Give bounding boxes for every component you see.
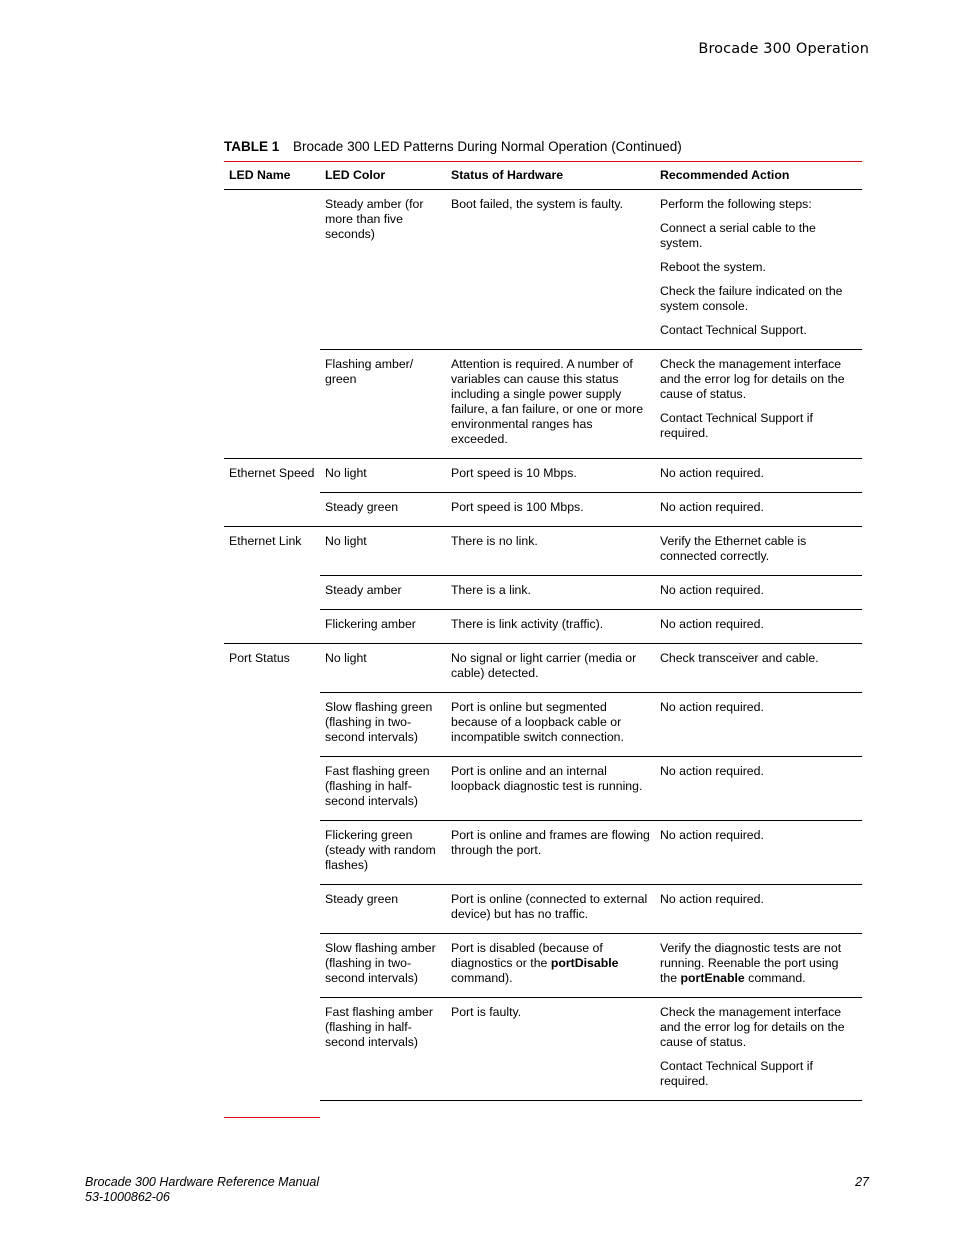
table-row [224,934,862,998]
action-cell: No action required. [655,693,862,757]
status-cell: Port is online and frames are flowing through the port. [446,821,655,885]
led-color-cell: No light [320,459,446,493]
action-cell [655,190,862,350]
action-cell [655,350,862,459]
table-caption [224,139,682,154]
status-cell: Attention is required. A number of variables can cause this status including a single power supply failure, a fan failure, or one or more environmental ranges has exceeded. [446,350,655,459]
action-cell [655,934,862,998]
led-name-cell [224,998,320,1101]
led-name-cell: Port Status [224,644,320,693]
footer [85,1175,319,1205]
table-row [224,757,862,821]
led-color-cell: Steady amber (for more than five seconds) [325,197,424,241]
table-row [224,190,862,350]
led-color-cell: Flickering amber [320,610,446,644]
led-color-cell: Fast flashing amber (flashing in half-second intervals) [320,998,446,1101]
header-status: Status of Hardware [446,162,655,190]
led-color-cell: Flickering green (steady with random flashes) [320,821,446,885]
status-cell [446,934,655,998]
led-name-cell [224,885,320,934]
action-cell: No action required. [655,576,862,610]
status-cell: There is a link. [446,576,655,610]
table-number: TABLE 1 [224,139,280,154]
command-name: portDisable [550,956,619,970]
table-end-rule [224,1117,320,1118]
status-text: Port is disabled (because of diagnostics or the [451,941,603,970]
action-text: Verify the diagnostic tests are not running. Reenable the port using the [660,941,842,985]
led-table [224,162,862,1101]
table-row [224,350,862,459]
led-name-cell [224,576,320,610]
table-row [224,459,862,493]
action-line: Connect a serial cable to the system. [660,221,816,250]
status-cell: Port is online (connected to external device) but has no traffic. [446,885,655,934]
action-line: Contact Technical Support if required. [660,1059,813,1088]
document-number: 53-1000862-06 [85,1190,170,1204]
action-line: Check the management interface and the error log for details on the cause of status. [660,357,845,401]
led-name-cell [224,821,320,885]
action-line: Check the management interface and the error log for details on the cause of status. [660,1005,845,1049]
led-name-cell: Ethernet Speed [224,459,320,493]
table-row [224,610,862,644]
led-color-cell: Slow flashing green (flashing in two-second intervals) [320,693,446,757]
status-cell: Port is online and an internal loopback diagnostic test is running. [446,757,655,821]
action-cell: No action required. [655,821,862,885]
table-row [224,821,862,885]
led-color-cell: No light [320,644,446,693]
status-cell: There is link activity (traffic). [446,610,655,644]
header-led-name: LED Name [224,162,320,190]
running-header: Brocade 300 Operation [698,41,869,57]
led-color-cell: No light [320,527,446,576]
led-color-cell: Steady green [320,493,446,527]
command-name: portEnable [680,971,745,985]
header-action: Recommended Action [655,162,862,190]
action-cell: No action required. [655,885,862,934]
status-cell: Port is online but segmented because of a loopback cable or incompatible switch connection. [446,693,655,757]
led-color-cell: Fast flashing green (flashing in half-second intervals) [320,757,446,821]
manual-title: Brocade 300 Hardware Reference Manual [85,1175,320,1189]
status-cell: Port speed is 100 Mbps. [446,493,655,527]
table-row [224,576,862,610]
header-led-color: LED Color [320,162,446,190]
status-text: command). [451,971,513,985]
action-line: Contact Technical Support if required. [660,411,813,440]
led-name-cell [224,610,320,644]
led-name-cell [224,350,320,459]
action-cell: No action required. [655,459,862,493]
led-name-cell: Ethernet Link [224,527,320,576]
led-name-cell [224,693,320,757]
page-number: 27 [855,1175,869,1189]
status-cell: No signal or light carrier (media or cable) detected. [446,644,655,693]
action-cell: No action required. [655,610,862,644]
table-row [224,527,862,576]
table-row [224,644,862,693]
status-cell: Port speed is 10 Mbps. [446,459,655,493]
table-row [224,998,862,1101]
led-name-cell [224,493,320,527]
action-cell: Check transceiver and cable. [655,644,862,693]
action-line: Contact Technical Support. [660,323,807,337]
led-color-cell: Steady green [320,885,446,934]
led-color-cell: Slow flashing amber (flashing in two-second intervals) [320,934,446,998]
table-row [224,885,862,934]
action-line: Check the failure indicated on the system console. [660,284,843,313]
action-cell: No action required. [655,757,862,821]
status-cell: There is no link. [446,527,655,576]
led-color-cell: Flashing amber/ green [320,350,446,459]
status-cell: Port is faulty. [446,998,655,1101]
table-row [224,493,862,527]
led-color-cell: Steady amber [320,576,446,610]
table-header-row [224,162,862,190]
action-cell: No action required. [655,493,862,527]
led-name-cell [224,190,320,350]
action-cell: Verify the Ethernet cable is connected correctly. [655,527,862,576]
action-line: Perform the following steps: [660,197,812,211]
table-row [224,693,862,757]
table-title: Brocade 300 LED Patterns During Normal Operation (Continued) [293,139,682,154]
led-name-cell [224,757,320,821]
led-name-cell [224,934,320,998]
status-cell: Boot failed, the system is faulty. [451,197,624,211]
action-cell [655,998,862,1101]
action-text: command. [744,971,806,985]
action-line: Reboot the system. [660,260,766,274]
